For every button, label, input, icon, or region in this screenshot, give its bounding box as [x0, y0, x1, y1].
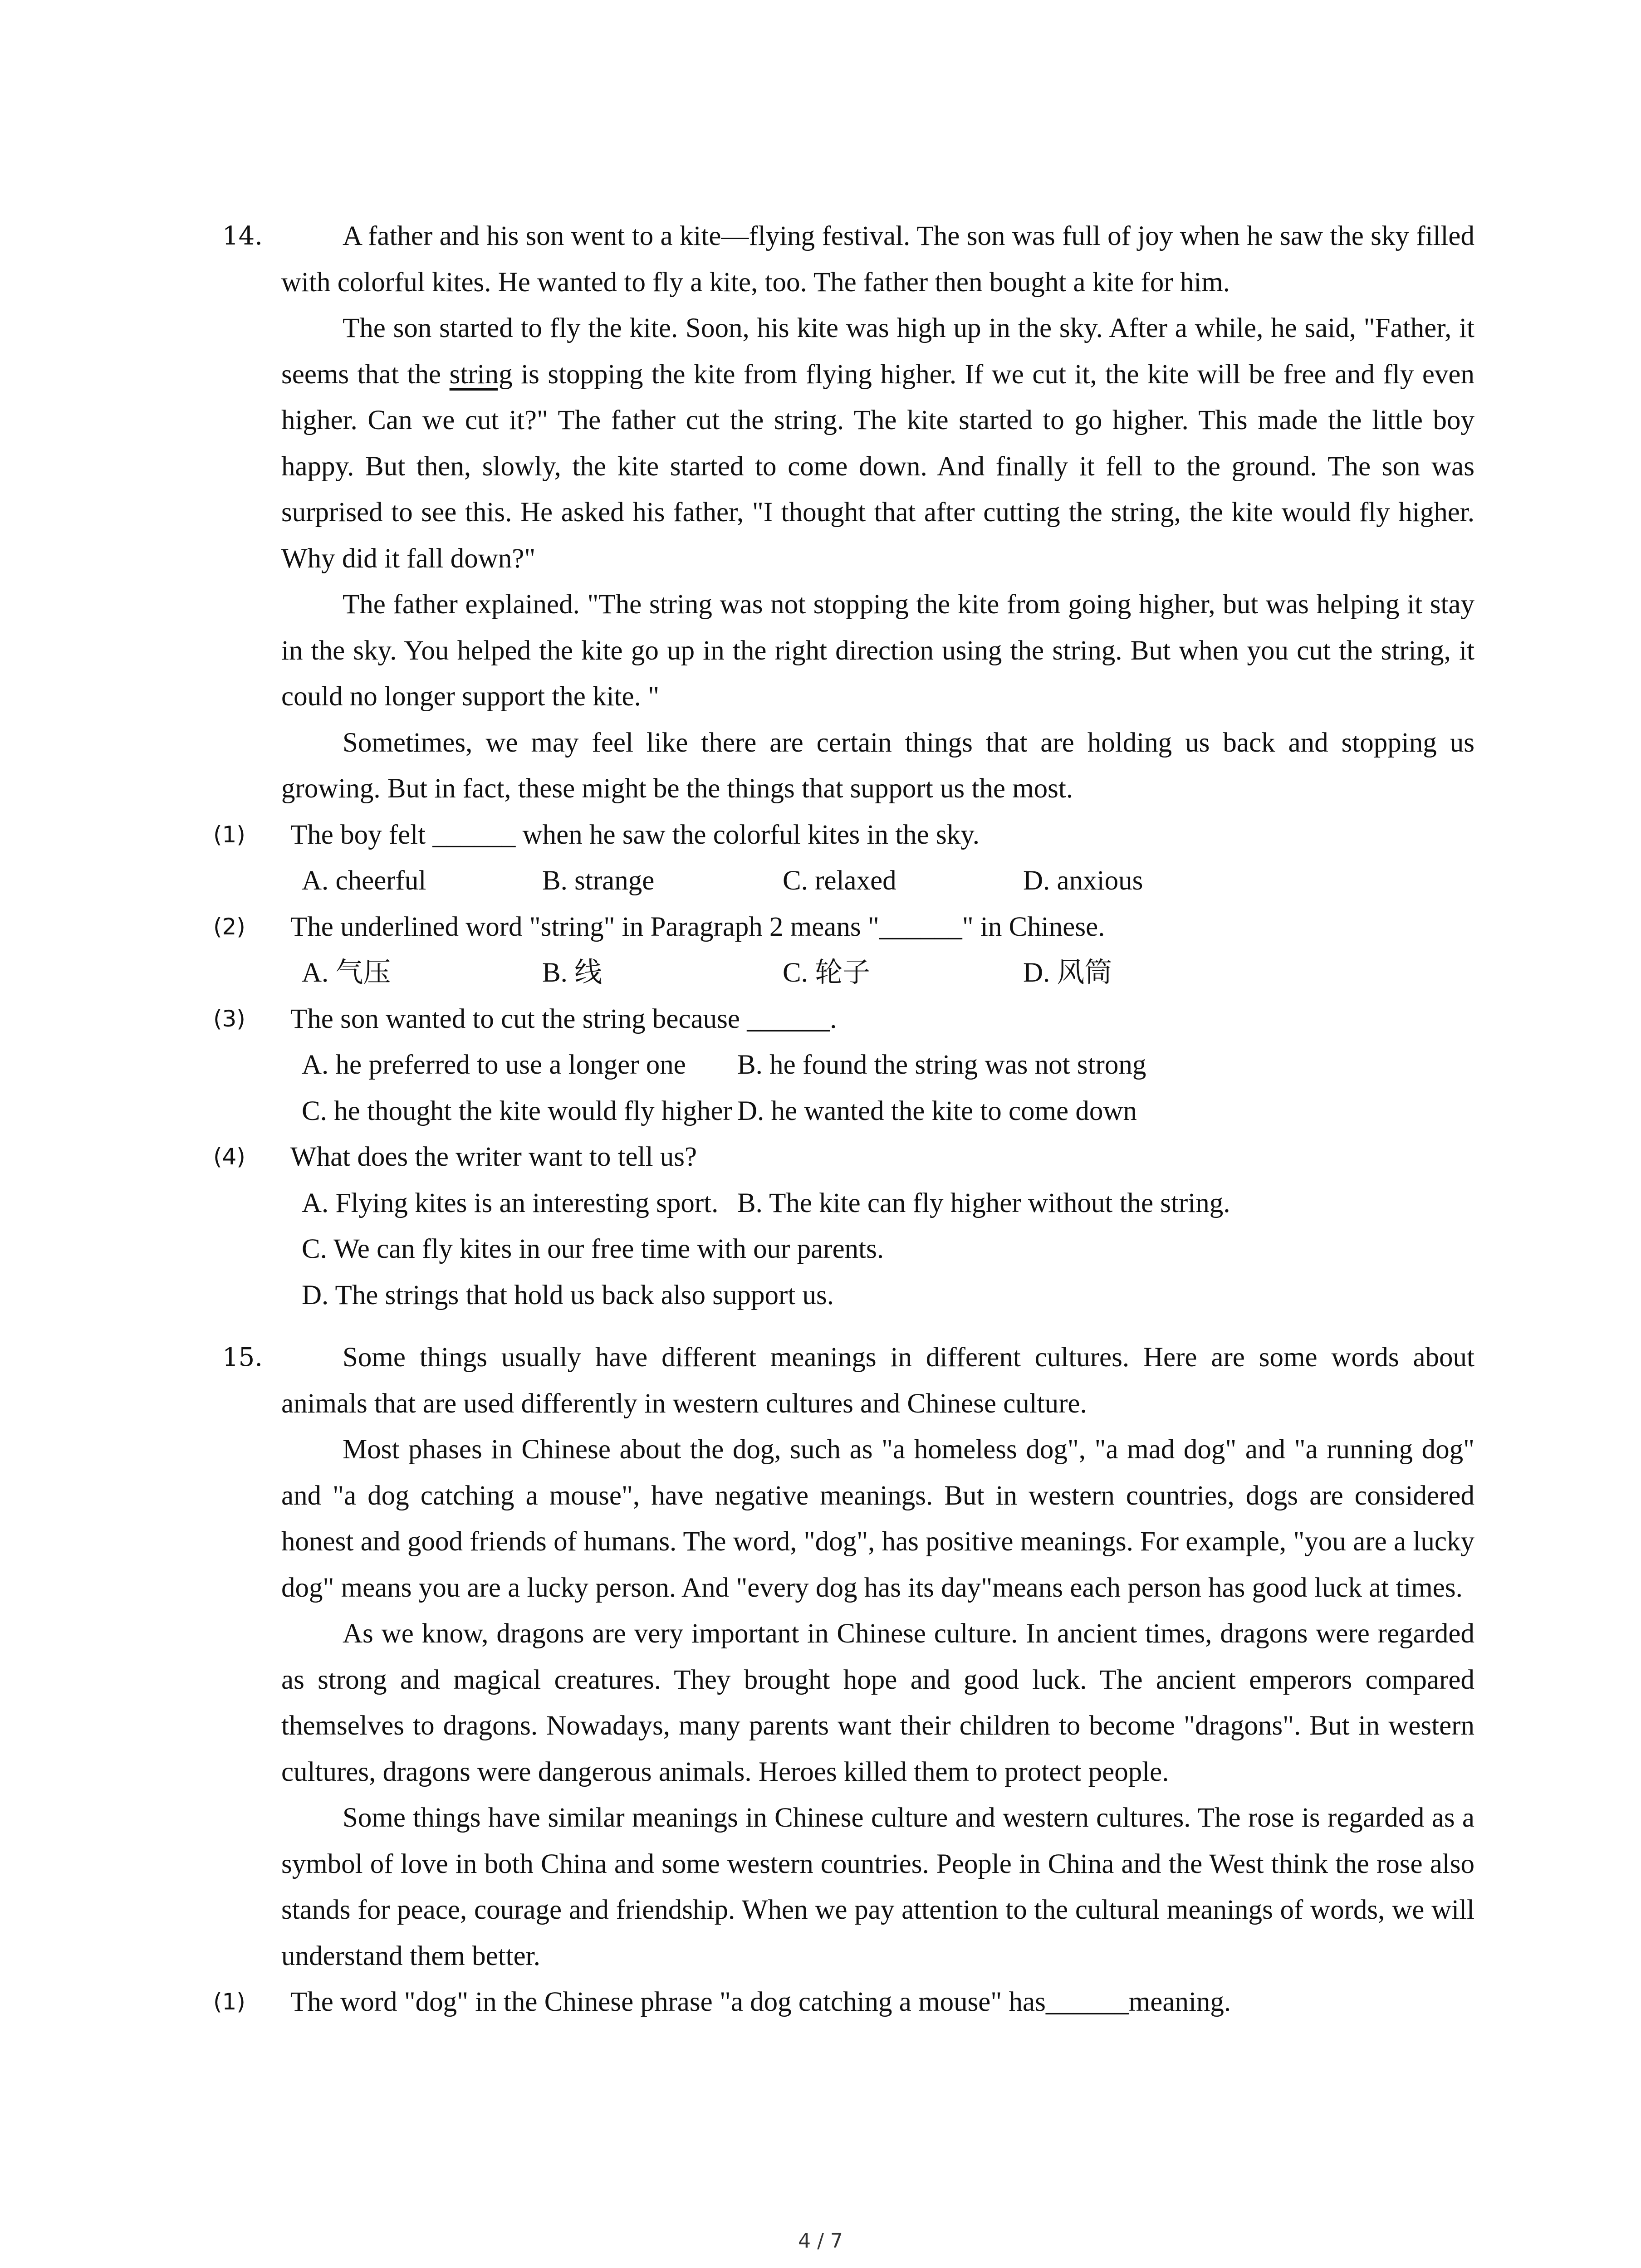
sub-question-text: The word "dog" in the Chinese phrase "a dog catching a mouse" has______meaning.	[290, 1987, 1231, 2017]
page-number: 4 / 7	[798, 2229, 843, 2253]
sub-question-number: (1)	[213, 821, 245, 848]
sub-question-text: The underlined word "string" in Paragraph 2 means "______" in Chinese.	[290, 911, 1105, 942]
passage-paragraph-2: Most phases in Chinese about the dog, such as "a homeless dog", "a mad dog" and "a running dog" and "a dog catching a mouse", have negative meanings. But in western countries, dogs are considered honest and good friends of humans. The word, "dog", has positive meanings. For example, "you are a lucky dog" means you are a lucky person. And "every dog has its day"means each person has good luck at times.	[281, 1434, 1474, 1603]
option-a: A. he preferred to use a longer one	[302, 1050, 686, 1080]
sub-question-number: (3)	[213, 1005, 245, 1032]
option-b: B. The kite can fly higher without the string.	[737, 1188, 1230, 1218]
option-b: B. he found the string was not strong	[737, 1050, 1146, 1080]
options-row	[281, 1042, 1474, 1088]
passage-paragraph-3: As we know, dragons are very important in Chinese culture. In ancient times, dragons were regarded as strong and magical creatures. They brought hope and good luck. The ancient emperors compared themselves to dragons. Nowadays, many parents want their children to become "dragons". But in western cultures, dragons were dangerous animals. Heroes killed them to protect people.	[281, 1618, 1474, 1787]
options-row	[281, 1180, 1474, 1227]
sub-question-number: (1)	[213, 1989, 245, 2015]
sub-question-text: The boy felt ______ when he saw the colorful kites in the sky.	[290, 819, 980, 850]
passage-paragraph-1: A father and his son went to a kite—flying festival. The son was full of joy when he saw the sky filled with colorful kites. He wanted to fly a kite, too. The father then bought a kite for him.	[281, 221, 1474, 298]
option-d: D. The strings that hold us back also support us.	[302, 1280, 834, 1310]
sub-question-number: (2)	[213, 913, 245, 940]
passage-paragraph-2	[281, 305, 1474, 582]
passage-paragraph-4: Some things have similar meanings in Chinese culture and western cultures. The rose is regarded as a symbol of love in both China and some western countries. People in China and the West think the rose also stands for peace, courage and friendship. When we pay attention to the cultural meanings of words, we will understand them better.	[281, 1803, 1474, 1971]
option-d: D. 风筒	[1023, 958, 1112, 988]
option-a: A. 气压	[302, 958, 391, 988]
option-c: C. We can fly kites in our free time with our parents.	[302, 1234, 884, 1264]
question-15	[213, 1334, 1474, 2025]
question-number: 14.	[222, 221, 263, 251]
option-b: B. 线	[542, 958, 603, 988]
option-c: C. 轮子	[783, 958, 871, 988]
sub-question-text: The son wanted to cut the string because ______.	[290, 1003, 837, 1034]
option-b: B. strange	[542, 865, 655, 896]
passage-paragraph-3: The father explained. "The string was not stopping the kite from going higher, but was helping it stay in the sky. You helped the kite go up in the right direction using the string. But when you cut the string, it could no longer support the kite. "	[281, 589, 1474, 712]
options-row	[281, 950, 1474, 996]
page-content	[213, 213, 1474, 2025]
sub-question-number: (4)	[213, 1144, 245, 1170]
sub-question-1	[213, 812, 1474, 904]
option-a: A. cheerful	[302, 865, 426, 896]
sub-question-3	[213, 996, 1474, 1134]
option-d: D. anxious	[1023, 865, 1143, 896]
sub-question-text: What does the writer want to tell us?	[290, 1142, 697, 1172]
paragraph-text: The son started to fly the kite. Soon, his kite was high up in the sky. After a while, he said, "Father, it seems that the	[281, 313, 1474, 390]
question-number: 15.	[222, 1343, 263, 1372]
underlined-word: string	[449, 359, 513, 390]
options-row	[281, 858, 1474, 904]
option-c: C. relaxed	[783, 865, 896, 896]
sub-question-4	[213, 1134, 1474, 1318]
option-a: A. Flying kites is an interesting sport.	[302, 1188, 719, 1218]
paragraph-text: is stopping the kite from flying higher. If we cut it, the kite will be free and fly even higher. Can we cut it?" The father cut the string. The kite started to go higher. This made the little boy happy. But then, slowly, the kite started to come down. And finally it fell to the ground. The son was surprised to see this. He asked his father, "I thought that after cutting the string, the kite would fly higher. Why did it fall down?"	[281, 359, 1474, 574]
sub-question-1	[213, 1979, 1474, 2025]
option-c: C. he thought the kite would fly higher	[302, 1095, 732, 1126]
sub-question-2	[213, 904, 1474, 996]
question-14	[213, 213, 1474, 1318]
passage-paragraph-4: Sometimes, we may feel like there are certain things that are holding us back and stopping us growing. But in fact, these might be the things that support us the most.	[281, 727, 1474, 804]
passage-paragraph-1: Some things usually have different meanings in different cultures. Here are some words about animals that are used differently in western cultures and Chinese culture.	[281, 1342, 1474, 1419]
option-d: D. he wanted the kite to come down	[737, 1095, 1137, 1126]
options-row	[281, 1088, 1474, 1134]
